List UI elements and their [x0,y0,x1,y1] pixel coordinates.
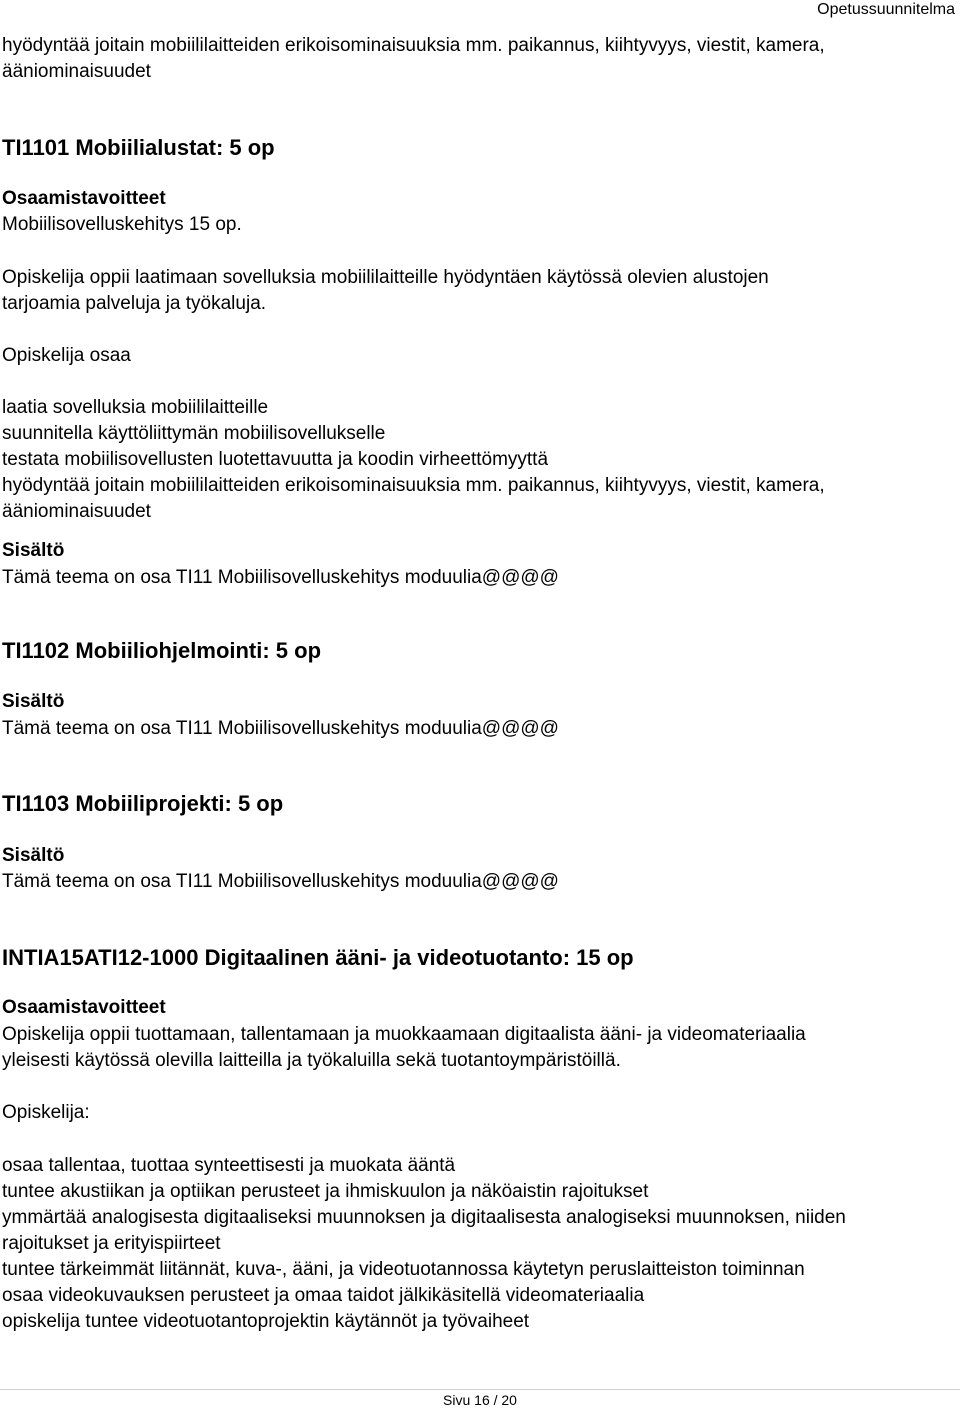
content-text: Tämä teema on osa TI11 Mobiilisovelluskehitys moduulia@@@@ [2,567,559,588]
body-text-line: hyödyntää joitain mobiililaitteiden erikoisominaisuuksia mm. paikannus, kiihtyvyys, viestit, kamera, [2,35,825,56]
skill-item: laatia sovelluksia mobiililaitteille [2,397,269,418]
skill-item: osaa tallentaa, tuottaa synteettisesti ja muokata ääntä [2,1155,456,1176]
description-line: Opiskelija oppii laatimaan sovelluksia mobiililaitteille hyödyntäen käytössä olevien alustojen [2,267,769,288]
goals-label: Osaamistavoitteet [2,997,166,1018]
skill-item: hyödyntää joitain mobiililaitteiden erikoisominaisuuksia mm. paikannus, kiihtyvyys, viestit, kamera, [2,475,825,496]
section-heading-ti1101: TI1101 Mobiilialustat: 5 op [2,135,275,160]
content-text: Tämä teema on osa TI11 Mobiilisovelluskehitys moduulia@@@@ [2,718,559,739]
footer-divider [0,1389,960,1390]
skill-item: osaa videokuvauksen perusteet ja omaa taidot jälkikäsitellä videomateriaalia [2,1285,645,1306]
section-heading-intia: INTIA15ATI12-1000 Digitaalinen ääni- ja videotuotanto: 15 op [2,945,634,970]
section-heading-ti1103: TI1103 Mobiiliprojekti: 5 op [2,791,284,816]
skill-item: opiskelija tuntee videotuotantoprojektin käytännöt ja työvaiheet [2,1311,530,1332]
skill-item: rajoitukset ja erityispiirteet [2,1233,221,1254]
content-text: Tämä teema on osa TI11 Mobiilisovelluskehitys moduulia@@@@ [2,871,559,892]
scope-text: Mobiilisovelluskehitys 15 op. [2,214,242,235]
document-title-header: Opetussuunnitelma [817,1,955,18]
skills-intro: Opiskelija osaa [2,345,131,366]
skill-item: tuntee akustiikan ja optiikan perusteet ja ihmiskuulon ja näköaistin rajoitukset [2,1181,649,1202]
description-line: tarjoamia palveluja ja työkaluja. [2,293,267,314]
skill-item: suunnitella käyttöliittymän mobiilisovellukselle [2,423,386,444]
page-number: Sivu 16 / 20 [443,1392,517,1408]
content-label: Sisältö [2,540,65,561]
skill-item: ääniominaisuudet [2,501,151,522]
description-line: yleisesti käytössä olevilla laitteilla ja työkaluilla sekä tuotantoympäristöillä. [2,1050,621,1071]
goals-label: Osaamistavoitteet [2,188,166,209]
skill-item: ymmärtää analogisesta digitaaliseksi muunnoksen ja digitaalisesta analogiseksi muunnoksen, niiden [2,1207,846,1228]
skills-intro: Opiskelija: [2,1102,90,1123]
content-label: Sisältö [2,691,65,712]
skill-item: tuntee tärkeimmät liitännät, kuva-, ääni, ja videotuotannossa käytetyn peruslaitteiston toiminnan [2,1259,805,1280]
content-label: Sisältö [2,845,65,866]
description-line: Opiskelija oppii tuottamaan, tallentamaan ja muokkaamaan digitaalista ääni- ja videomateriaalia [2,1024,806,1045]
skill-item: testata mobiilisovellusten luotettavuutta ja koodin virheettömyyttä [2,449,549,470]
body-text-line: ääniominaisuudet [2,61,151,82]
section-heading-ti1102: TI1102 Mobiiliohjelmointi: 5 op [2,638,322,663]
